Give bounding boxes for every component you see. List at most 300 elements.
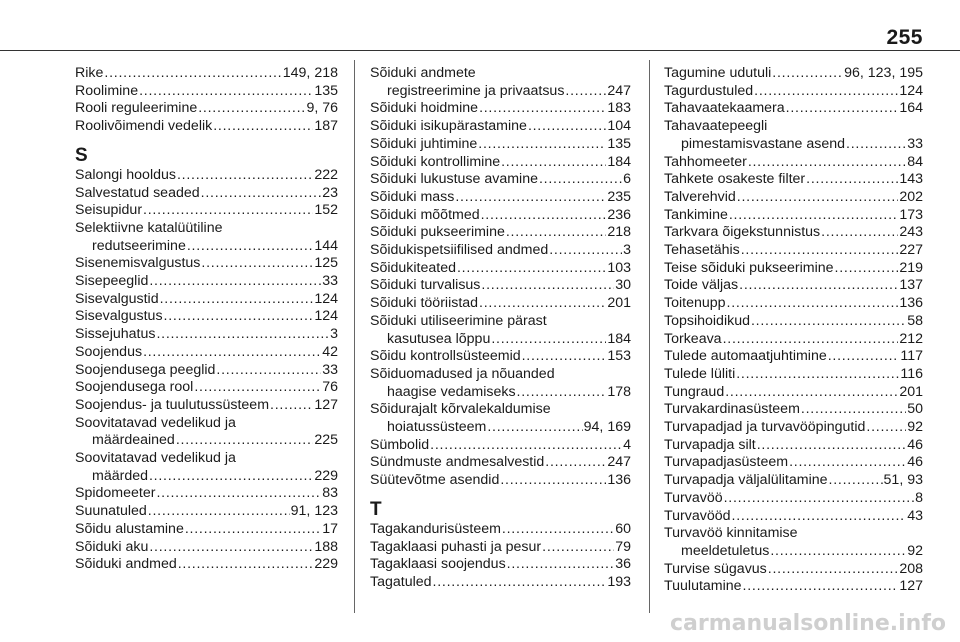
- dot-leader: [481, 277, 614, 295]
- index-entry: [664, 384, 923, 402]
- dot-leader: [542, 539, 614, 557]
- entry-term: Sõiduomadused ja nõuanded: [370, 365, 555, 382]
- dot-leader: [160, 291, 314, 309]
- entry-term: Turvavööd: [664, 507, 731, 524]
- entry-line: [370, 207, 631, 225]
- index-entry: [664, 472, 923, 490]
- entry-term: Torkeava: [664, 330, 722, 347]
- entry-term: Soojendusega peeglid: [75, 361, 216, 378]
- entry-line: [370, 224, 631, 242]
- entry-line: [75, 167, 338, 185]
- index-entry: [370, 556, 631, 574]
- index-entry: [75, 65, 338, 83]
- entry-line: [664, 65, 923, 83]
- entry-line: [370, 366, 631, 384]
- entry-line: [664, 525, 923, 543]
- index-entry: [370, 189, 631, 207]
- dot-leader: [270, 397, 313, 415]
- index-entry: [370, 295, 631, 313]
- entry-term: Sisevalgustus: [75, 308, 163, 325]
- entry-term: Sõiduki pukseerimine: [370, 224, 505, 241]
- index-entry: [664, 224, 923, 242]
- entry-term: Tagaklaasi puhasti ja pesur: [370, 538, 542, 555]
- index-entry: [370, 366, 631, 401]
- dot-leader: [743, 578, 899, 596]
- dot-leader: [732, 508, 907, 526]
- index-entry: [370, 242, 631, 260]
- entry-term: Talverehvid: [664, 188, 736, 205]
- entry-term: Tahavaatekaamera: [664, 100, 785, 117]
- entry-line: [664, 366, 923, 384]
- entry-line: [75, 202, 338, 220]
- entry-term: Soojendus- ja tuulutussüsteem: [75, 396, 270, 413]
- dot-leader: [148, 503, 290, 521]
- dot-leader: [757, 437, 906, 455]
- index-entry: [75, 220, 338, 255]
- dot-leader: [139, 83, 313, 101]
- entry-page-refs: 3: [623, 242, 631, 259]
- dot-leader: [507, 556, 615, 574]
- dot-leader: [545, 454, 606, 472]
- index-entry: [75, 397, 338, 415]
- entry-line: [664, 561, 923, 579]
- entry-page-refs: 219: [899, 259, 923, 276]
- entry-page-refs: 46: [907, 436, 923, 453]
- entry-continuation-line: [75, 468, 338, 486]
- entry-page-refs: 46: [907, 454, 923, 471]
- entry-line: [75, 220, 338, 238]
- index-entry: [75, 291, 338, 309]
- index-column-3: [664, 65, 923, 596]
- entry-page-refs: 91, 123: [290, 503, 338, 520]
- dot-leader: [754, 83, 898, 101]
- dot-leader: [177, 167, 313, 185]
- entry-page-refs: 143: [899, 171, 923, 188]
- dot-leader: [786, 100, 899, 118]
- index-entry: [75, 308, 338, 326]
- entry-page-refs: 188: [314, 538, 338, 555]
- entry-page-refs: 4: [623, 436, 631, 453]
- dot-leader: [433, 574, 607, 592]
- entry-term: Tungraud: [664, 383, 725, 400]
- entry-page-refs: 3: [330, 326, 338, 343]
- dot-leader: [770, 543, 906, 561]
- index-entry: [664, 83, 923, 101]
- entry-line: [664, 260, 923, 278]
- entry-line: [75, 539, 338, 557]
- dot-leader: [828, 348, 900, 366]
- index-entry: [664, 277, 923, 295]
- dot-leader: [149, 468, 313, 486]
- entry-term: Turvapadja väljalülitamine: [664, 472, 828, 489]
- dot-leader: [156, 485, 321, 503]
- entry-term: Topsihoidikud: [664, 312, 750, 329]
- dot-leader: [149, 273, 321, 291]
- dot-leader: [201, 255, 313, 273]
- dot-leader: [725, 384, 898, 402]
- entry-term: Seisupidur: [75, 202, 143, 219]
- entry-page-refs: 135: [314, 82, 338, 99]
- entry-term: Toitenupp: [664, 295, 726, 312]
- index-entry: [75, 415, 338, 450]
- entry-term: Sõidukispetsiifilised andmed: [370, 242, 549, 259]
- entry-term: Turvise sügavus: [664, 560, 767, 577]
- entry-line: [664, 508, 923, 526]
- index-entry: [75, 539, 338, 557]
- entry-page-refs: 60: [615, 520, 631, 537]
- entry-term: Roolimine: [75, 82, 139, 99]
- entry-page-refs: 208: [899, 560, 923, 577]
- entry-continuation-line: [370, 419, 631, 437]
- entry-line: [664, 277, 923, 295]
- entry-page-refs: 136: [899, 295, 923, 312]
- entry-page-refs: 218: [607, 224, 631, 241]
- entry-page-refs: 201: [607, 295, 631, 312]
- entry-term: Suunatuled: [75, 503, 147, 520]
- entry-line: [75, 362, 338, 380]
- index-entry: [75, 521, 338, 539]
- entry-line: [370, 65, 631, 83]
- index-entry: [75, 344, 338, 362]
- index-entry: [370, 65, 631, 100]
- entry-page-refs: 173: [899, 206, 923, 223]
- entry-page-refs: 124: [314, 290, 338, 307]
- index-entry: [370, 260, 631, 278]
- entry-term: Sõidukiteated: [370, 259, 456, 276]
- entry-page-refs: 212: [899, 330, 923, 347]
- entry-line: [664, 472, 923, 490]
- entry-line: [75, 291, 338, 309]
- entry-term: Sõiduki hoidmine: [370, 100, 479, 117]
- entry-line: [75, 503, 338, 521]
- index-entry: [664, 490, 923, 508]
- index-entry: [370, 118, 631, 136]
- dot-leader: [528, 118, 606, 136]
- entry-line: [370, 136, 631, 154]
- entry-page-refs: 222: [314, 166, 338, 183]
- entry-page-refs: 84: [907, 153, 923, 170]
- entry-term: Sündmuste andmesalvestid: [370, 454, 545, 471]
- entry-page-refs: 92: [907, 419, 923, 436]
- entry-term: Sõiduki isikupärastamine: [370, 118, 527, 135]
- entry-term: Tulede lüliti: [664, 365, 736, 382]
- entry-line: [664, 437, 923, 455]
- dot-leader: [143, 202, 313, 220]
- entry-term: Tagurdustuled: [664, 82, 754, 99]
- dot-leader: [736, 366, 899, 384]
- dot-leader: [801, 401, 906, 419]
- entry-term: Sissejuhatus: [75, 326, 156, 343]
- entry-line: [664, 295, 923, 313]
- dot-leader: [479, 295, 606, 313]
- entry-line: [664, 100, 923, 118]
- dot-leader: [741, 242, 899, 260]
- entry-page-refs: 83: [322, 485, 338, 502]
- entry-line: [75, 344, 338, 362]
- entry-line: [664, 224, 923, 242]
- entry-line: [75, 485, 338, 503]
- entry-term: Tuulutamine: [664, 578, 742, 595]
- entry-term: Turvavöö: [664, 489, 723, 506]
- index-entry: [664, 154, 923, 172]
- dot-leader: [198, 100, 305, 118]
- index-entry: [664, 295, 923, 313]
- entry-term: Salongi hooldus: [75, 166, 176, 183]
- dot-leader: [846, 136, 906, 154]
- index-entry: [75, 503, 338, 521]
- index-entry: [75, 100, 338, 118]
- entry-line: [75, 185, 338, 203]
- entry-term: Toide väljas: [664, 277, 739, 294]
- entry-page-refs: 137: [899, 277, 923, 294]
- entry-term: Süütevõtme asendid: [370, 472, 500, 489]
- entry-term: Tahkete osakeste filter: [664, 171, 806, 188]
- entry-page-refs: 33: [322, 273, 338, 290]
- entry-page-refs: 229: [314, 556, 338, 573]
- index-entry: [370, 207, 631, 225]
- entry-line: [370, 401, 631, 419]
- entry-line: [75, 308, 338, 326]
- entry-page-refs: 36: [615, 556, 631, 573]
- dot-leader: [751, 313, 906, 331]
- dot-leader: [723, 331, 899, 349]
- index-entry: [664, 561, 923, 579]
- entry-line: [664, 171, 923, 189]
- index-entry: [75, 556, 338, 574]
- entry-term: Teise sõiduki pukseerimine: [664, 259, 834, 276]
- dot-leader: [502, 521, 614, 539]
- index-entry: [370, 100, 631, 118]
- entry-term: Sisenemisvalgustus: [75, 255, 201, 272]
- entry-term: Tarkvara õigekstunnistus: [664, 224, 821, 241]
- index-entry: [664, 331, 923, 349]
- dot-leader: [806, 171, 898, 189]
- entry-term: pimestamisvastane asend: [681, 135, 846, 152]
- entry-page-refs: 9, 76: [306, 100, 338, 117]
- dot-leader: [479, 100, 606, 118]
- dot-leader: [565, 83, 606, 101]
- entry-line: [370, 348, 631, 366]
- entry-term: Turvavöö kinnitamise: [664, 525, 798, 542]
- dot-leader: [737, 189, 899, 207]
- section-letter: T: [370, 498, 382, 520]
- dot-leader: [501, 154, 606, 172]
- dot-leader: [500, 472, 606, 490]
- column-divider-2: [649, 60, 650, 613]
- entry-line: [664, 454, 923, 472]
- entry-term: Sümbolid: [370, 436, 430, 453]
- entry-term: Sõidu alustamine: [75, 520, 184, 537]
- entry-line: [370, 154, 631, 172]
- entry-term: Sõiduki lukustuse avamine: [370, 171, 538, 188]
- entry-line: [664, 207, 923, 225]
- entry-term: Salvestatud seaded: [75, 184, 200, 201]
- dot-leader: [748, 154, 906, 172]
- entry-page-refs: 229: [314, 467, 338, 484]
- entry-page-refs: 193: [607, 573, 631, 590]
- dot-leader: [185, 521, 321, 539]
- entry-term: Tagaklaasi soojendus: [370, 556, 506, 573]
- entry-term: Turvakardinasüsteem: [664, 401, 800, 418]
- entry-line: [370, 556, 631, 574]
- index-entry: [370, 521, 631, 539]
- index-entry: [370, 224, 631, 242]
- entry-page-refs: 43: [907, 507, 923, 524]
- entry-page-refs: 76: [322, 379, 338, 396]
- entry-page-refs: 124: [314, 308, 338, 325]
- dot-leader: [829, 472, 883, 490]
- entry-term: Tagakandurisüsteem: [370, 520, 501, 537]
- entry-continuation-line: [75, 238, 338, 256]
- index-entry: [370, 574, 631, 592]
- entry-term: Tankimine: [664, 206, 728, 223]
- dot-leader: [178, 556, 314, 574]
- column-divider-1: [354, 60, 355, 613]
- entry-line: [664, 348, 923, 366]
- index-entry: [370, 277, 631, 295]
- index-entry: [370, 472, 631, 490]
- index-entry: [664, 313, 923, 331]
- dot-leader: [104, 65, 281, 83]
- entry-line: [75, 100, 338, 118]
- entry-page-refs: 33: [907, 135, 923, 152]
- dot-leader: [506, 224, 606, 242]
- entry-term: Tahhomeeter: [664, 153, 747, 170]
- entry-term: Sõidu kontrollsüsteemid: [370, 348, 521, 365]
- index-entry: [370, 539, 631, 557]
- entry-page-refs: 23: [322, 184, 338, 201]
- entry-page-refs: 117: [900, 348, 923, 365]
- entry-term: Sõiduki juhtimine: [370, 135, 478, 152]
- dot-leader: [768, 561, 899, 579]
- dot-leader: [539, 171, 622, 189]
- dot-leader: [194, 379, 321, 397]
- entry-term: Soojendusega rool: [75, 379, 194, 396]
- dot-leader: [549, 242, 622, 260]
- section-letter: S: [75, 144, 88, 166]
- entry-line: [370, 454, 631, 472]
- entry-page-refs: 152: [314, 202, 338, 219]
- entry-term: Sõidurajalt kõrvalekaldumise: [370, 401, 551, 418]
- index-entry: [664, 260, 923, 278]
- entry-continuation-line: [664, 136, 923, 154]
- entry-page-refs: 144: [314, 237, 338, 254]
- index-entry: [664, 171, 923, 189]
- dot-leader: [478, 136, 606, 154]
- entry-line: [664, 154, 923, 172]
- entry-continuation-line: [370, 331, 631, 349]
- entry-line: [664, 118, 923, 136]
- entry-line: [75, 450, 338, 468]
- index-entry: [370, 313, 631, 348]
- entry-page-refs: 178: [607, 383, 631, 400]
- entry-page-refs: 79: [615, 538, 631, 555]
- entry-line: [75, 521, 338, 539]
- entry-line: [75, 65, 338, 83]
- dot-leader: [149, 539, 313, 557]
- entry-term: Turvapadjad ja turvavööpingutid: [664, 419, 866, 436]
- entry-page-refs: 183: [607, 100, 631, 117]
- entry-term: Sõiduki aku: [75, 538, 149, 555]
- entry-term: meeldetuletus: [681, 542, 770, 559]
- index-entry: [664, 437, 923, 455]
- dot-leader: [772, 65, 843, 83]
- index-column-1: [75, 65, 338, 574]
- index-entry: [75, 379, 338, 397]
- entry-page-refs: 187: [314, 118, 338, 135]
- entry-page-refs: 17: [322, 520, 338, 537]
- index-entry: [664, 366, 923, 384]
- entry-page-refs: 94, 169: [583, 419, 631, 436]
- entry-term: Sõiduki andmete: [370, 65, 476, 81]
- entry-line: [75, 118, 338, 136]
- dot-leader: [430, 437, 622, 455]
- entry-page-refs: 103: [607, 259, 631, 276]
- entry-page-refs: 153: [607, 348, 631, 365]
- entry-page-refs: 184: [607, 153, 631, 170]
- watermark: carmanualsonline.info: [670, 611, 946, 636]
- entry-line: [370, 521, 631, 539]
- entry-term: Sisepeeglid: [75, 273, 149, 290]
- entry-line: [664, 189, 923, 207]
- entry-term: Sõiduki tööriistad: [370, 295, 479, 312]
- dot-leader: [821, 224, 898, 242]
- entry-page-refs: 136: [607, 472, 631, 489]
- entry-line: [75, 273, 338, 291]
- entry-line: [664, 313, 923, 331]
- index-entry: [370, 154, 631, 172]
- entry-term: hoiatussüsteem: [387, 419, 487, 436]
- entry-term: Rooli reguleerimine: [75, 100, 198, 117]
- entry-term: Tehasetähis: [664, 242, 740, 259]
- entry-term: Rike: [75, 65, 104, 81]
- entry-page-refs: 202: [899, 188, 923, 205]
- entry-term: Sõiduki turvalisus: [370, 277, 481, 294]
- dot-leader: [481, 207, 607, 225]
- entry-line: [664, 384, 923, 402]
- index-entry: [664, 242, 923, 260]
- entry-term: määrdeained: [92, 432, 175, 449]
- entry-page-refs: 127: [899, 578, 923, 595]
- entry-line: [75, 397, 338, 415]
- page-number: 255: [886, 26, 923, 49]
- dot-leader: [724, 490, 914, 508]
- entry-page-refs: 104: [607, 118, 631, 135]
- index-entry: [75, 326, 338, 344]
- dot-leader: [517, 384, 607, 402]
- entry-term: Soojendus: [75, 343, 143, 360]
- entry-term: Sõiduki andmed: [75, 556, 177, 573]
- entry-line: [370, 472, 631, 490]
- entry-line: [664, 83, 923, 101]
- entry-line: [370, 118, 631, 136]
- dot-leader: [213, 118, 313, 136]
- entry-page-refs: 127: [314, 396, 338, 413]
- dot-leader: [487, 419, 582, 437]
- entry-page-refs: 92: [907, 542, 923, 559]
- entry-term: haagise vedamiseks: [387, 383, 516, 400]
- index-entry: [370, 136, 631, 154]
- dot-leader: [835, 260, 899, 278]
- index-entry: [370, 454, 631, 472]
- entry-line: [370, 171, 631, 189]
- index-entry: [370, 171, 631, 189]
- entry-line: [664, 419, 923, 437]
- index-entry: [75, 202, 338, 220]
- index-column-2: [370, 65, 631, 592]
- entry-page-refs: 135: [607, 135, 631, 152]
- entry-page-refs: 96, 123, 195: [844, 65, 923, 81]
